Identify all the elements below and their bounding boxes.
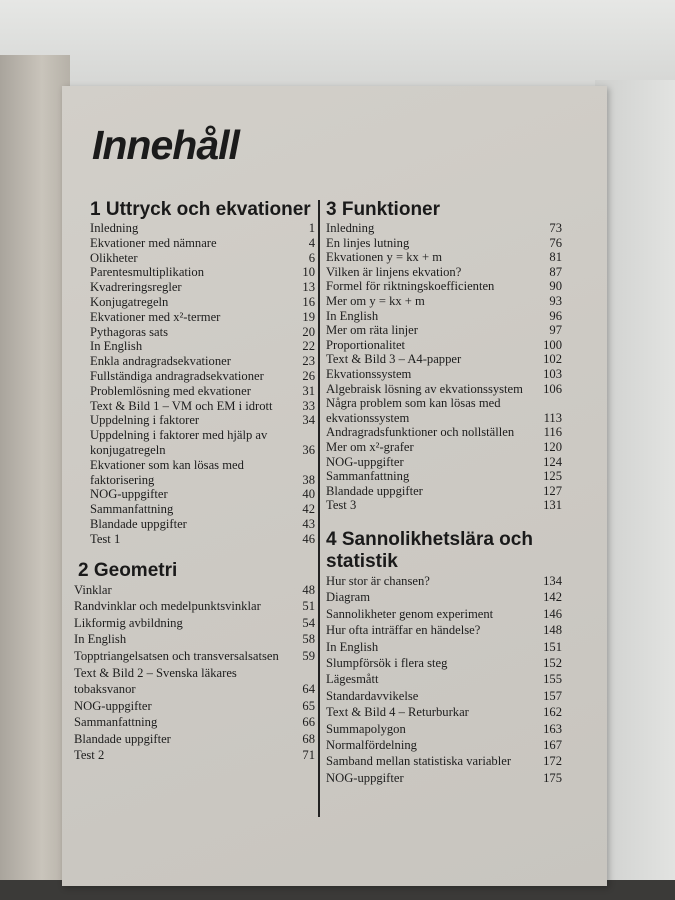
toc-entry [326,770,564,786]
section-gap [72,547,315,560]
toc-entry-page: 34 [302,413,315,428]
page-title: Innehåll [92,122,239,168]
toc-entry-page: 152 [543,655,562,670]
toc-entry-page: 125 [543,469,562,484]
toc-entry-page: 120 [543,439,562,454]
toc-entry-title: Diagram [326,590,371,605]
toc-entry-title: Olikheter [90,250,138,265]
toc-entry-page: 81 [549,250,562,265]
toc-entry [326,367,564,382]
toc-entry-title: Sannolikheter genom experiment [326,606,494,621]
toc-entry-title: Likformig avbildning [74,615,183,630]
toc-entry-page: 102 [543,352,562,367]
toc-entry-page: 23 [302,354,315,369]
toc-entry-page: 162 [543,705,562,720]
toc-entry [90,458,315,488]
toc-entry-title: Summapolygon [326,721,406,736]
toc-entry [326,639,564,655]
toc-entry [326,606,564,622]
toc-entry-title: Konjugatregeln [90,294,169,309]
toc-entry [74,648,315,665]
toc-entry-page: 100 [543,337,562,352]
toc-entry [74,631,315,648]
toc-entry [326,294,564,309]
toc-entry-title: Test 1 [90,531,121,546]
toc-entry [326,671,564,687]
toc-entry-page: 40 [302,487,315,502]
toc-entry-page: 36 [302,442,315,457]
section-entries [72,582,315,765]
toc-entry-page: 58 [302,632,315,647]
toc-entry-page: 19 [302,309,315,324]
toc-entry-title: Ekvationer med nämnare [90,235,217,250]
toc-entry-title: Mer om y = kx + m [326,293,425,308]
toc-entry [90,339,315,354]
toc-entry-page: 4 [308,235,315,250]
toc-entry [90,265,315,280]
toc-entry-title: Mer om x²-grafer [326,439,414,454]
toc-entry [74,582,315,599]
section-heading: 1 Uttryck och ekvationer [90,199,311,220]
toc-entry-title: Fullständiga andragradsekvationer [90,368,264,383]
toc-entry [326,425,564,440]
toc-entry-page: 1 [308,221,315,235]
toc-entry-page: 20 [302,324,315,339]
toc-entry-page: 59 [302,648,315,663]
book-cover-edge [0,55,70,885]
toc-entry-title: Randvinklar och medelpunktsvinklar [74,599,261,614]
toc-entry [326,221,564,236]
background-wall [0,0,675,95]
toc-entry-title: En linjes lutning [326,235,410,250]
toc-entry-page: 68 [302,731,315,746]
toc-entry-page: 66 [302,715,315,730]
toc-entry [90,295,315,310]
toc-entry-title: NOG-uppgifter [326,454,404,469]
toc-entry [326,455,564,470]
toc-entry-page: 167 [543,737,562,752]
toc-entry [74,731,315,748]
toc-entry [326,573,564,589]
toc-entry-page: 124 [543,454,562,469]
toc-entry-title: Vinklar [74,582,112,597]
toc-entry [90,325,315,340]
toc-entry-page: 51 [302,599,315,614]
toc-entry [326,338,564,353]
toc-entry-title: Ekvationen y = kx + m [326,250,442,265]
toc-entry [74,714,315,731]
toc-entry-title: NOG-uppgifter [90,487,168,502]
toc-entry [90,413,315,428]
toc-entry [326,469,564,484]
toc-entry-title: Andragradsfunktioner och nollställen [326,425,515,440]
section-gap [326,513,564,529]
toc-entry [74,598,315,615]
toc-entry [90,354,315,369]
toc-entry-title: Text & Bild 3 – A4-papper [326,352,462,367]
toc-entry-page: 6 [308,250,315,265]
toc-entry-title: Lägesmått [326,672,379,687]
toc-entry [90,428,315,458]
toc-entry-page: 175 [543,770,562,785]
toc-entry-page: 38 [302,472,315,487]
toc-entry-title: Enkla andragradsekvationer [90,354,231,369]
toc-entry [90,487,315,502]
toc-entry [326,352,564,367]
toc-entry [326,737,564,753]
toc-entry-title: Uppdelning i faktorer [90,413,200,428]
toc-entry [326,440,564,455]
toc-entry-page: 13 [302,280,315,295]
toc-entry-page: 31 [302,383,315,398]
section-3 [326,199,564,513]
toc-entry [74,698,315,715]
toc-entry [90,532,315,547]
toc-entry-title: Vilken är linjens ekvation? [326,264,462,279]
toc-entry [90,369,315,384]
toc-entry [90,517,315,532]
toc-entry-title: Text & Bild 4 – Returburkar [326,705,469,720]
toc-entry-title: Sammanfattning [326,469,410,484]
toc-entry-title: Ekvationer med x²-termer [90,309,221,324]
toc-entry-page: 172 [543,754,562,769]
toc-entry-page: 22 [302,339,315,354]
toc-entry-title: Ekvationssystem [326,366,412,381]
toc-entry-title: Hur stor är chansen? [326,573,430,588]
toc-entry-title: Sammanfattning [74,715,158,730]
toc-entry [326,753,564,769]
toc-entry-page: 113 [543,410,562,425]
toc-entry-title: Parentesmultiplikation [90,265,205,280]
toc-entry-title: Normalfördelning [326,737,417,752]
toc-entry-title: Kvadreringsregler [90,280,182,295]
column-divider [318,200,320,817]
toc-entry-page: 148 [543,623,562,638]
toc-entry-title: Ekvationer som kan lösas med faktorisering [90,457,244,487]
toc-entry [90,399,315,414]
toc-entry [90,251,315,266]
toc-entry-title: Några problem som kan lösas med ekvationssystem [326,396,501,425]
toc-entry-title: NOG-uppgifter [74,698,152,713]
toc-entry-title: Blandade uppgifter [74,731,171,746]
toc-entry [74,615,315,632]
section-heading: 4 Sannolikhetslära och statistik [326,528,533,572]
toc-entry-title: In English [74,632,127,647]
toc-entry-title: Inledning [90,221,139,235]
toc-entry-page: 155 [543,672,562,687]
toc-left-column [72,199,315,764]
toc-entry-page: 163 [543,721,562,736]
toc-entry-page: 76 [549,235,562,250]
toc-entry-title: Topptriangelsatsen och transversalsatsen [74,648,279,663]
toc-entry-title: Samband mellan statistiska variabler [326,754,512,769]
toc-entry [326,655,564,671]
toc-entry-page: 26 [302,368,315,383]
toc-entry-page: 157 [543,688,562,703]
toc-entry-title: NOG-uppgifter [326,770,404,785]
section-entries [326,573,564,786]
toc-entry-page: 127 [543,483,562,498]
toc-entry-title: Mer om räta linjer [326,323,418,338]
toc-entry [74,747,315,764]
toc-entry-title: Blandade uppgifter [90,516,187,531]
toc-entry-page: 73 [549,221,562,235]
toc-entry-title: Text & Bild 1 – VM och EM i idrott [90,398,273,413]
toc-entry-title: Blandade uppgifter [326,483,423,498]
toc-entry [326,622,564,638]
toc-entry-title: Uppdelning i faktorer med hjälp av konjugatregeln [90,428,268,457]
toc-entry [90,310,315,325]
toc-entry-page: 93 [549,293,562,308]
toc-entry-page: 97 [549,323,562,338]
toc-entry-title: Pythagoras sats [90,324,169,339]
toc-entry-title: Standardavvikelse [326,688,419,703]
toc-entry-title: In English [326,308,379,323]
toc-entry-page: 103 [543,366,562,381]
toc-entry [90,502,315,517]
toc-entry-page: 87 [549,264,562,279]
toc-entry-title: Test 3 [326,498,357,513]
toc-entry [326,382,564,397]
toc-entry-page: 116 [543,425,562,440]
toc-entry-page: 131 [543,498,562,513]
toc-entry-page: 64 [302,682,315,697]
section-heading: 2 Geometri [78,559,178,581]
toc-entry [326,688,564,704]
toc-entry [90,280,315,295]
section-1 [72,199,315,547]
toc-right-column [326,199,564,786]
toc-entry [326,704,564,720]
toc-entry [326,721,564,737]
toc-entry [326,250,564,265]
toc-entry-title: Slumpförsök i flera steg [326,655,448,670]
toc-entry-title: Problemlösning med ekvationer [90,383,251,398]
toc-entry [326,265,564,280]
toc-entry-title: Algebraisk lösning av ekvationssystem [326,381,523,396]
toc-entry-page: 33 [302,398,315,413]
toc-entry-title: In English [90,339,143,354]
section-2 [72,560,315,765]
toc-entry-title: Text & Bild 2 – Svenska läkares tobaksvanor [74,665,237,697]
toc-entry [90,236,315,251]
toc-entry-page: 142 [543,590,562,605]
toc-entry-page: 106 [543,381,562,396]
toc-entry-page: 46 [302,531,315,546]
section-heading: 3 Funktioner [326,199,441,220]
toc-entry-page: 16 [302,294,315,309]
toc-entry-title: Test 2 [74,748,105,763]
toc-entry [326,309,564,324]
toc-entry [74,665,315,698]
toc-entry [326,498,564,513]
toc-entry [326,236,564,251]
toc-entry [90,221,315,236]
toc-entry-page: 42 [302,502,315,517]
toc-entry-page: 146 [543,606,562,621]
toc-entry-page: 48 [302,582,315,597]
toc-entry-page: 65 [302,698,315,713]
toc-entry-page: 151 [543,639,562,654]
toc-entry-title: Sammanfattning [90,502,174,517]
toc-entry-page: 54 [302,615,315,630]
toc-entry-title: Inledning [326,221,375,235]
section-entries [72,221,315,547]
toc-entry [326,396,564,425]
toc-entry-page: 134 [543,573,562,588]
toc-entry-page: 96 [549,308,562,323]
toc-entry-title: In English [326,639,379,654]
toc-entry [326,279,564,294]
toc-entry [326,484,564,499]
toc-entry-page: 71 [302,748,315,763]
toc-entry-title: Proportionalitet [326,337,406,352]
toc-entry [326,323,564,338]
toc-entry-page: 10 [302,265,315,280]
toc-entry [90,384,315,399]
toc-entry [326,589,564,605]
toc-entry-title: Formel för riktningskoefficienten [326,279,495,294]
section-4 [326,529,564,786]
toc-entry-title: Hur ofta inträffar en händelse? [326,623,481,638]
toc-entry-page: 90 [549,279,562,294]
background-surface [595,80,675,900]
section-entries [326,221,564,513]
toc-entry-page: 43 [302,516,315,531]
